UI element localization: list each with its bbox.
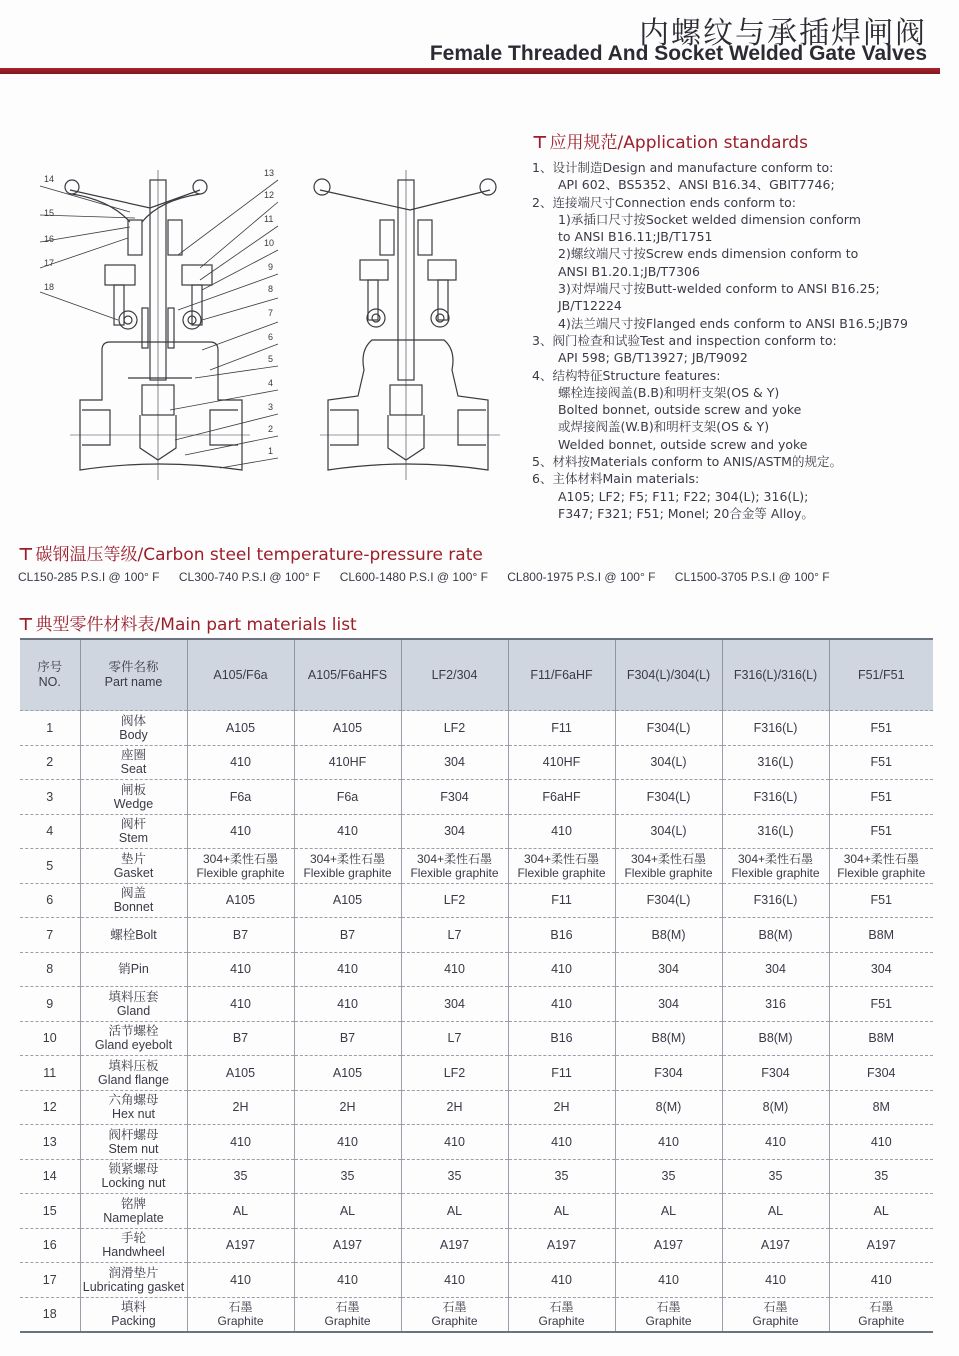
material-cell: 304+柔性石墨 Flexible graphite	[722, 849, 829, 884]
material-cell: AL	[829, 1194, 933, 1229]
svg-text:3: 3	[268, 402, 274, 412]
table-row	[20, 1021, 933, 1056]
rate-item: CL600-1480 P.S.I @ 100° F	[339, 570, 488, 584]
svg-text:5: 5	[268, 354, 274, 364]
material-cell: 2H	[187, 1090, 294, 1125]
material-cell: 304	[722, 952, 829, 987]
part-name: 锁紧螺母 Locking nut	[80, 1159, 187, 1194]
row-number: 1	[20, 711, 80, 746]
material-cell: 304	[401, 745, 508, 780]
material-cell: 410	[187, 987, 294, 1022]
material-cell: F304	[722, 1056, 829, 1091]
header-divider	[0, 68, 940, 74]
material-cell: 410	[294, 814, 401, 849]
material-cell: AL	[187, 1194, 294, 1229]
material-cell: 304+柔性石墨 Flexible graphite	[615, 849, 722, 884]
svg-text:6: 6	[268, 332, 274, 342]
material-cell: 410	[401, 952, 508, 987]
material-cell: 410	[508, 1125, 615, 1160]
part-name: 螺栓Bolt	[80, 918, 187, 953]
material-cell: F51	[829, 780, 933, 815]
material-cell: A105	[187, 1056, 294, 1091]
material-cell: AL	[722, 1194, 829, 1229]
page-title-en: Female Threaded And Socket Welded Gate Valves	[429, 42, 927, 65]
table-row	[20, 1228, 933, 1263]
material-cell: 35	[615, 1159, 722, 1194]
row-number: 18	[20, 1297, 80, 1332]
material-cell: 410HF	[508, 745, 615, 780]
header-material-col: F304(L)/304(L)	[615, 639, 722, 711]
header-material-col: F316(L)/316(L)	[722, 639, 829, 711]
material-cell: F304	[829, 1056, 933, 1091]
part-name: 填料压板 Gland flange	[80, 1056, 187, 1091]
material-cell: L7	[401, 918, 508, 953]
table-row	[20, 1263, 933, 1298]
material-cell: 35	[722, 1159, 829, 1194]
material-cell: 2H	[401, 1090, 508, 1125]
material-cell: 410	[294, 1263, 401, 1298]
table-row	[20, 849, 933, 884]
std-line: 1、设计制造Design and manufacture conform to:	[532, 160, 834, 175]
material-cell: A197	[508, 1228, 615, 1263]
std-line: A105; LF2; F5; F11; F22; 304(L); 316(L);	[558, 488, 809, 504]
material-cell: 410	[294, 952, 401, 987]
part-name: 闸板 Wedge	[80, 780, 187, 815]
material-cell: B16	[508, 918, 615, 953]
section-mark-icon: ⊤	[532, 133, 548, 153]
row-number: 8	[20, 952, 80, 987]
std-line: 1)承插口尺寸按Socket welded dimension conform	[558, 211, 861, 227]
svg-text:16: 16	[44, 234, 55, 244]
material-cell: B8(M)	[615, 918, 722, 953]
material-cell: F11	[508, 711, 615, 746]
svg-text:9: 9	[268, 262, 274, 272]
table-row	[20, 1159, 933, 1194]
std-line: 4、结构特征Structure features:	[532, 367, 721, 383]
material-cell: A197	[401, 1228, 508, 1263]
row-number: 17	[20, 1263, 80, 1298]
page-title-cn: 内螺纹与承插焊闸阀	[639, 16, 927, 51]
table-row	[20, 711, 933, 746]
material-cell: B16	[508, 1021, 615, 1056]
svg-text:1: 1	[268, 446, 274, 456]
material-cell: 410	[187, 745, 294, 780]
std-line: Welded bonnet, outside screw and yoke	[558, 436, 808, 452]
material-cell: 410	[187, 1125, 294, 1160]
material-cell: LF2	[401, 1056, 508, 1091]
std-line: 或焊接阀盖(W.B)和明杆支架(OS & Y)	[558, 419, 770, 435]
application-standards-list	[532, 159, 942, 522]
material-cell: LF2	[401, 711, 508, 746]
material-cell: 410	[187, 952, 294, 987]
material-cell: 304(L)	[615, 814, 722, 849]
part-name: 填料压套 Gland	[80, 987, 187, 1022]
row-number: 7	[20, 918, 80, 953]
table-row	[20, 987, 933, 1022]
std-line: 2)螺纹端尺寸按Screw ends dimension conform to	[558, 246, 859, 262]
material-cell: 410	[401, 1263, 508, 1298]
row-number: 11	[20, 1056, 80, 1091]
row-number: 10	[20, 1021, 80, 1056]
row-number: 9	[20, 987, 80, 1022]
part-name: 润滑垫片 Lubricating gasket	[80, 1263, 187, 1298]
std-line: 3)对焊端尺寸按Butt-welded conform to ANSI B16.25;	[558, 281, 880, 297]
material-cell: A197	[294, 1228, 401, 1263]
material-cell: B8M	[829, 1021, 933, 1056]
material-cell: F316(L)	[722, 711, 829, 746]
header-material-col: F51/F51	[829, 639, 933, 711]
section-mark-icon: ⊤	[18, 545, 34, 565]
material-cell: 2H	[508, 1090, 615, 1125]
part-name: 阀体 Body	[80, 711, 187, 746]
valve-drawing-welded	[314, 170, 500, 480]
row-number: 16	[20, 1228, 80, 1263]
table-row	[20, 1297, 933, 1332]
table-row	[20, 952, 933, 987]
material-cell: AL	[401, 1194, 508, 1229]
materials-table-body	[20, 711, 933, 1333]
std-line: Bolted bonnet, outside screw and yoke	[558, 402, 802, 418]
table-row	[20, 745, 933, 780]
material-cell: 410	[187, 814, 294, 849]
material-cell: 35	[294, 1159, 401, 1194]
material-cell: 304(L)	[615, 745, 722, 780]
material-cell: LF2	[401, 883, 508, 918]
material-cell: 304	[401, 814, 508, 849]
material-cell: 8(M)	[722, 1090, 829, 1125]
pressure-rate-title: ⊤ 碳钢温压等级/Carbon steel temperature-pressure rate	[18, 545, 483, 565]
material-cell: 304	[615, 952, 722, 987]
header-part-name: 零件名称 Part name	[80, 639, 187, 711]
material-cell: F6a	[187, 780, 294, 815]
material-cell: 316	[722, 987, 829, 1022]
material-cell: F6aHF	[508, 780, 615, 815]
part-name: 手轮 Handwheel	[80, 1228, 187, 1263]
std-line: API 602、BS5352、ANSI B16.34、GBIT7746;	[558, 177, 835, 193]
material-cell: 304	[829, 952, 933, 987]
header-material-col: F11/F6aHF	[508, 639, 615, 711]
svg-text:8: 8	[268, 284, 274, 294]
material-cell: 石墨 Graphite	[294, 1297, 401, 1332]
row-number: 12	[20, 1090, 80, 1125]
std-line: 3、阀门检查和试验Test and inspection conform to:	[532, 332, 837, 348]
material-cell: 316(L)	[722, 814, 829, 849]
std-line: ANSI B1.20.1;JB/T7306	[558, 263, 700, 279]
table-row	[20, 1056, 933, 1091]
svg-text:17: 17	[44, 258, 55, 268]
material-cell: 304+柔性石墨 Flexible graphite	[508, 849, 615, 884]
material-cell: 石墨 Graphite	[508, 1297, 615, 1332]
application-standards-title: ⊤ 应用规范/Application standards	[532, 133, 808, 153]
row-number: 13	[20, 1125, 80, 1160]
rate-item: CL300-740 P.S.I @ 100° F	[178, 570, 321, 584]
material-cell: B8(M)	[722, 1021, 829, 1056]
material-cell: F11	[508, 1056, 615, 1091]
material-cell: A105	[187, 711, 294, 746]
material-cell: F304(L)	[615, 711, 722, 746]
material-cell: 304+柔性石墨 Flexible graphite	[829, 849, 933, 884]
part-name: 六角螺母 Hex nut	[80, 1090, 187, 1125]
material-cell: 石墨 Graphite	[401, 1297, 508, 1332]
material-cell: A105	[294, 711, 401, 746]
material-cell: 8(M)	[615, 1090, 722, 1125]
rate-item: CL150-285 P.S.I @ 100° F	[18, 570, 160, 584]
gate-valve-diagram	[10, 160, 510, 490]
table-row	[20, 1090, 933, 1125]
table-row	[20, 1194, 933, 1229]
svg-text:10: 10	[264, 238, 275, 248]
std-line: to ANSI B16.11;JB/T1751	[558, 229, 713, 245]
material-cell: AL	[508, 1194, 615, 1229]
material-cell: B8M	[829, 918, 933, 953]
material-cell: 316(L)	[722, 745, 829, 780]
material-cell: 35	[187, 1159, 294, 1194]
material-cell: F51	[829, 814, 933, 849]
part-name: 垫片 Gasket	[80, 849, 187, 884]
material-cell: F316(L)	[722, 780, 829, 815]
material-cell: 35	[401, 1159, 508, 1194]
header-material-col: LF2/304	[401, 639, 508, 711]
material-cell: 410	[615, 1125, 722, 1160]
material-cell: 304	[401, 987, 508, 1022]
material-cell: L7	[401, 1021, 508, 1056]
material-cell: 石墨 Graphite	[829, 1297, 933, 1332]
row-number: 4	[20, 814, 80, 849]
material-cell: F316(L)	[722, 883, 829, 918]
material-cell: 410	[294, 987, 401, 1022]
material-cell: 石墨 Graphite	[722, 1297, 829, 1332]
material-cell: B7	[294, 1021, 401, 1056]
material-cell: 410	[829, 1125, 933, 1160]
material-cell: 石墨 Graphite	[187, 1297, 294, 1332]
material-cell: 410	[508, 814, 615, 849]
material-cell: 410	[294, 1125, 401, 1160]
material-cell: A197	[615, 1228, 722, 1263]
svg-text:18: 18	[44, 282, 55, 292]
material-cell: F11	[508, 883, 615, 918]
material-cell: 2H	[294, 1090, 401, 1125]
part-name: 座圈 Seat	[80, 745, 187, 780]
svg-text:14: 14	[44, 174, 55, 184]
material-cell: 304	[615, 987, 722, 1022]
svg-text:4: 4	[268, 378, 274, 388]
material-cell: 410	[508, 987, 615, 1022]
std-line: 4)法兰端尺寸按Flanged ends conform to ANSI B16.5;JB79	[558, 315, 909, 331]
material-cell: A105	[294, 883, 401, 918]
material-cell: F51	[829, 711, 933, 746]
material-cell: A197	[187, 1228, 294, 1263]
material-cell: A105	[187, 883, 294, 918]
table-row	[20, 883, 933, 918]
part-name: 销Pin	[80, 952, 187, 987]
material-cell: 8M	[829, 1090, 933, 1125]
material-cell: B8(M)	[722, 918, 829, 953]
material-cell: B7	[294, 918, 401, 953]
svg-text:7: 7	[268, 308, 274, 318]
part-name: 阀盖 Bonnet	[80, 883, 187, 918]
row-number: 2	[20, 745, 80, 780]
part-name: 活节螺栓 Gland eyebolt	[80, 1021, 187, 1056]
material-cell: 410	[401, 1125, 508, 1160]
row-number: 3	[20, 780, 80, 815]
material-cell: F6a	[294, 780, 401, 815]
material-cell: AL	[294, 1194, 401, 1229]
material-cell: 35	[829, 1159, 933, 1194]
material-cell: 304+柔性石墨 Flexible graphite	[187, 849, 294, 884]
material-cell: 石墨 Graphite	[615, 1297, 722, 1332]
material-cell: 410HF	[294, 745, 401, 780]
std-line: F347; F321; F51; Monel; 20合金等 Alloy。	[558, 505, 814, 521]
material-cell: 410	[722, 1125, 829, 1160]
material-cell: F304(L)	[615, 883, 722, 918]
material-cell: 410	[508, 952, 615, 987]
material-cell: F304	[615, 1056, 722, 1091]
material-cell: 35	[508, 1159, 615, 1194]
part-name: 填料 Packing	[80, 1297, 187, 1332]
table-row	[20, 780, 933, 815]
std-line: API 598; GB/T13927; JB/T9092	[558, 350, 748, 366]
row-number: 14	[20, 1159, 80, 1194]
material-cell: 410	[508, 1263, 615, 1298]
materials-list-title: ⊤ 典型零件材料表/Main part materials list	[18, 615, 357, 635]
material-cell: B7	[187, 918, 294, 953]
rate-item: CL1500-3705 P.S.I @ 100° F	[674, 570, 830, 584]
material-cell: F304(L)	[615, 780, 722, 815]
material-cell: 304+柔性石墨 Flexible graphite	[401, 849, 508, 884]
material-cell: 410	[187, 1263, 294, 1298]
std-line: 螺栓连接阀盖(B.B)和明杆支架(OS & Y)	[558, 384, 780, 400]
material-cell: F51	[829, 883, 933, 918]
material-cell: A197	[722, 1228, 829, 1263]
material-cell: A105	[294, 1056, 401, 1091]
table-row	[20, 918, 933, 953]
table-row	[20, 814, 933, 849]
section-mark-icon: ⊤	[18, 615, 34, 635]
part-name: 铭牌 Nameplate	[80, 1194, 187, 1229]
std-line: 5、材料按Materials conform to ANIS/ASTM的规定。	[532, 454, 842, 470]
header-material-col: A105/F6a	[187, 639, 294, 711]
part-name: 阀杆螺母 Stem nut	[80, 1125, 187, 1160]
std-line: JB/T12224	[558, 298, 622, 314]
svg-text:2: 2	[268, 424, 274, 434]
material-cell: 304+柔性石墨 Flexible graphite	[294, 849, 401, 884]
row-number: 6	[20, 883, 80, 918]
header-no: 序号 NO.	[20, 639, 80, 711]
row-number: 5	[20, 849, 80, 884]
material-cell: 410	[829, 1263, 933, 1298]
svg-text:12: 12	[264, 190, 275, 200]
material-cell: B8(M)	[615, 1021, 722, 1056]
part-name: 阀杆 Stem	[80, 814, 187, 849]
rate-item: CL800-1975 P.S.I @ 100° F	[507, 570, 656, 584]
material-cell: A197	[829, 1228, 933, 1263]
row-number: 15	[20, 1194, 80, 1229]
std-line: 6、主体材料Main materials:	[532, 471, 700, 487]
svg-text:15: 15	[44, 208, 55, 218]
svg-text:11: 11	[264, 214, 274, 224]
material-cell: F51	[829, 987, 933, 1022]
material-cell: B7	[187, 1021, 294, 1056]
material-cell: F304	[401, 780, 508, 815]
std-line: 2、连接端尺寸Connection ends conform to:	[532, 194, 797, 210]
material-cell: 410	[615, 1263, 722, 1298]
table-header-row	[20, 639, 933, 711]
header-material-col: A105/F6aHFS	[294, 639, 401, 711]
svg-text:13: 13	[264, 168, 275, 178]
materials-table	[20, 638, 933, 1333]
material-cell: AL	[615, 1194, 722, 1229]
table-row	[20, 1125, 933, 1160]
material-cell: 410	[722, 1263, 829, 1298]
material-cell: F51	[829, 745, 933, 780]
pressure-rate-list	[18, 570, 846, 584]
